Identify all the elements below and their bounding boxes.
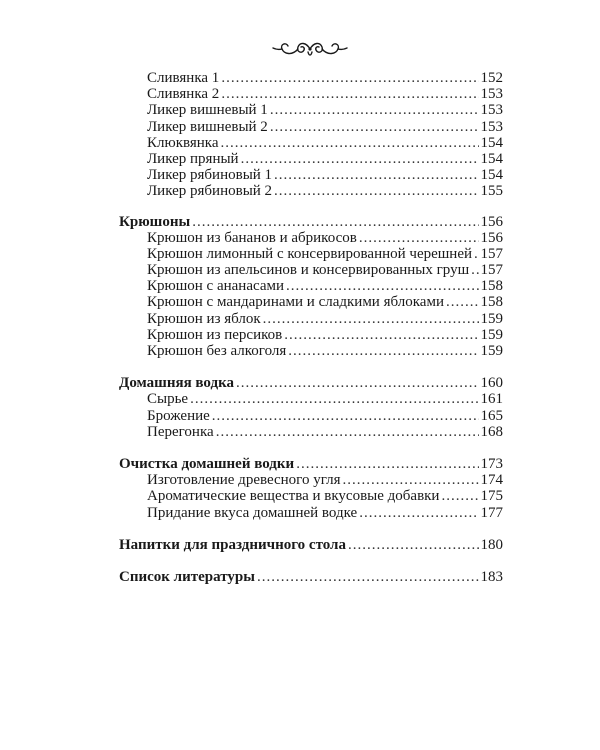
toc-entry-page: 168	[480, 423, 503, 440]
toc-entry-page: 174	[480, 472, 503, 489]
toc-entry-title: Крюшоны	[119, 213, 191, 230]
toc-entry-page: 158	[480, 278, 503, 295]
dot-leader	[257, 569, 479, 585]
toc-entry	[119, 278, 503, 294]
toc-entry	[119, 472, 503, 488]
toc-entry-page: 154	[480, 134, 503, 151]
toc-entry-title: Напитки для праздничного стола	[119, 536, 346, 553]
toc-entry-title: Клюквянка	[147, 134, 219, 151]
toc-entry-title: Крюшон с ананасами	[147, 278, 284, 295]
toc-entry	[119, 183, 503, 199]
section-spacer	[119, 521, 503, 537]
toc-entry-title: Крюшон из яблок	[147, 310, 261, 327]
toc-entry	[119, 135, 503, 151]
dot-leader	[221, 135, 479, 151]
toc-entry	[119, 408, 503, 424]
toc-entry	[119, 167, 503, 183]
toc-entry-page: 183	[480, 568, 503, 585]
toc-entry-title: Перегонка	[147, 423, 214, 440]
dot-leader	[348, 537, 479, 553]
toc-entry-page: 175	[480, 488, 503, 505]
dot-leader	[263, 311, 479, 327]
toc-entry-title: Домашняя водка	[119, 375, 235, 392]
toc-entry-title: Крюшон из персиков	[147, 326, 283, 343]
toc-entry-title: Крюшон лимонный с консервированной черешней	[147, 245, 473, 262]
flourish-ornament-icon	[272, 38, 348, 60]
toc-section-heading	[119, 569, 503, 585]
dot-leader	[474, 246, 478, 262]
toc-entry-title: Крюшон из апельсинов и консервированных груш	[147, 262, 470, 279]
dot-leader	[441, 488, 478, 504]
dot-leader	[471, 262, 478, 278]
dot-leader	[296, 456, 478, 472]
dot-leader	[446, 294, 479, 310]
toc-entry	[119, 230, 503, 246]
toc-entry-title: Придание вкуса домашней водке	[147, 504, 358, 521]
toc-section-heading	[119, 214, 503, 230]
toc-entry	[119, 151, 503, 167]
toc-entry-page: 156	[480, 229, 503, 246]
toc-section-heading	[119, 537, 503, 553]
dot-leader	[274, 167, 478, 183]
toc-entry-title: Ликер вишневый 1	[147, 102, 268, 119]
dot-leader	[270, 119, 479, 135]
toc-entry-title: Сливянка 1	[147, 70, 220, 86]
toc-entry-page: 177	[480, 504, 503, 521]
toc-entry-page: 161	[480, 391, 503, 408]
toc-entry-title: Ликер пряный	[147, 150, 239, 167]
toc-section-heading	[119, 375, 503, 391]
toc-entry-title: Брожение	[147, 407, 210, 424]
section-spacer	[119, 553, 503, 569]
toc-entry-title: Крюшон без алкоголя	[147, 343, 287, 359]
toc-entry-page: 153	[480, 118, 503, 135]
dot-leader	[288, 343, 478, 359]
toc-entry-page: 173	[480, 455, 503, 472]
toc-entry-title: Ароматические вещества и вкусовые добавки	[147, 488, 440, 505]
toc-entry-page: 159	[480, 310, 503, 327]
dot-leader	[284, 327, 478, 343]
toc-section-heading	[119, 456, 503, 472]
toc-entry-page: 154	[480, 150, 503, 167]
dot-leader	[343, 472, 479, 488]
dot-leader	[359, 230, 479, 246]
dot-leader	[236, 375, 478, 391]
toc-entry	[119, 246, 503, 262]
dot-leader	[212, 408, 479, 424]
toc-entry	[119, 343, 503, 359]
toc-entry-title: Сливянка 2	[147, 86, 220, 103]
dot-leader	[270, 102, 479, 118]
toc-entry-title: Крюшон из бананов и абрикосов	[147, 229, 357, 246]
toc-entry-page: 152	[480, 70, 503, 86]
toc-entry-title: Ликер вишневый 2	[147, 118, 268, 135]
toc-entry-page: 155	[480, 183, 503, 200]
toc-entry	[119, 327, 503, 343]
dot-leader	[241, 151, 479, 167]
toc-entry	[119, 391, 503, 407]
toc-entry	[119, 86, 503, 102]
toc-entry-page: 158	[480, 294, 503, 311]
table-of-contents	[119, 70, 503, 585]
dot-leader	[190, 391, 478, 407]
section-spacer	[119, 359, 503, 375]
toc-entry-page: 159	[480, 326, 503, 343]
dot-leader	[221, 86, 478, 102]
dot-leader	[286, 278, 479, 294]
toc-entry-title: Очистка домашней водки	[119, 455, 295, 472]
toc-entry-page: 157	[480, 245, 503, 262]
toc-entry	[119, 488, 503, 504]
toc-entry-page: 180	[480, 536, 503, 553]
toc-entry-page: 157	[480, 262, 503, 279]
dot-leader	[216, 424, 479, 440]
dot-leader	[274, 183, 478, 199]
toc-entry-title: Ликер рябиновый 1	[147, 167, 273, 184]
toc-entry-page: 160	[480, 375, 503, 392]
toc-entry	[119, 505, 503, 521]
toc-entry	[119, 70, 503, 86]
toc-entry	[119, 294, 503, 310]
toc-entry	[119, 424, 503, 440]
toc-entry-page: 165	[480, 407, 503, 424]
toc-entry	[119, 311, 503, 327]
toc-entry-title: Ликер рябиновый 2	[147, 183, 273, 200]
toc-entry-page: 154	[480, 167, 503, 184]
toc-entry-page: 156	[480, 213, 503, 230]
toc-entry-title: Список литературы	[119, 568, 255, 585]
dot-leader	[192, 214, 478, 230]
toc-entry-page: 153	[480, 86, 503, 103]
toc-entry	[119, 119, 503, 135]
dot-leader	[359, 505, 478, 521]
toc-entry	[119, 262, 503, 278]
dot-leader	[221, 70, 478, 86]
section-spacer	[119, 200, 503, 214]
toc-entry-title: Крюшон с мандаринами и сладкими яблоками	[147, 294, 444, 311]
toc-entry-page: 159	[480, 343, 503, 359]
section-spacer	[119, 440, 503, 456]
toc-entry	[119, 102, 503, 118]
toc-entry-title: Сырье	[147, 391, 189, 408]
toc-entry-title: Изготовление древесного угля	[147, 472, 341, 489]
toc-entry-page: 153	[480, 102, 503, 119]
